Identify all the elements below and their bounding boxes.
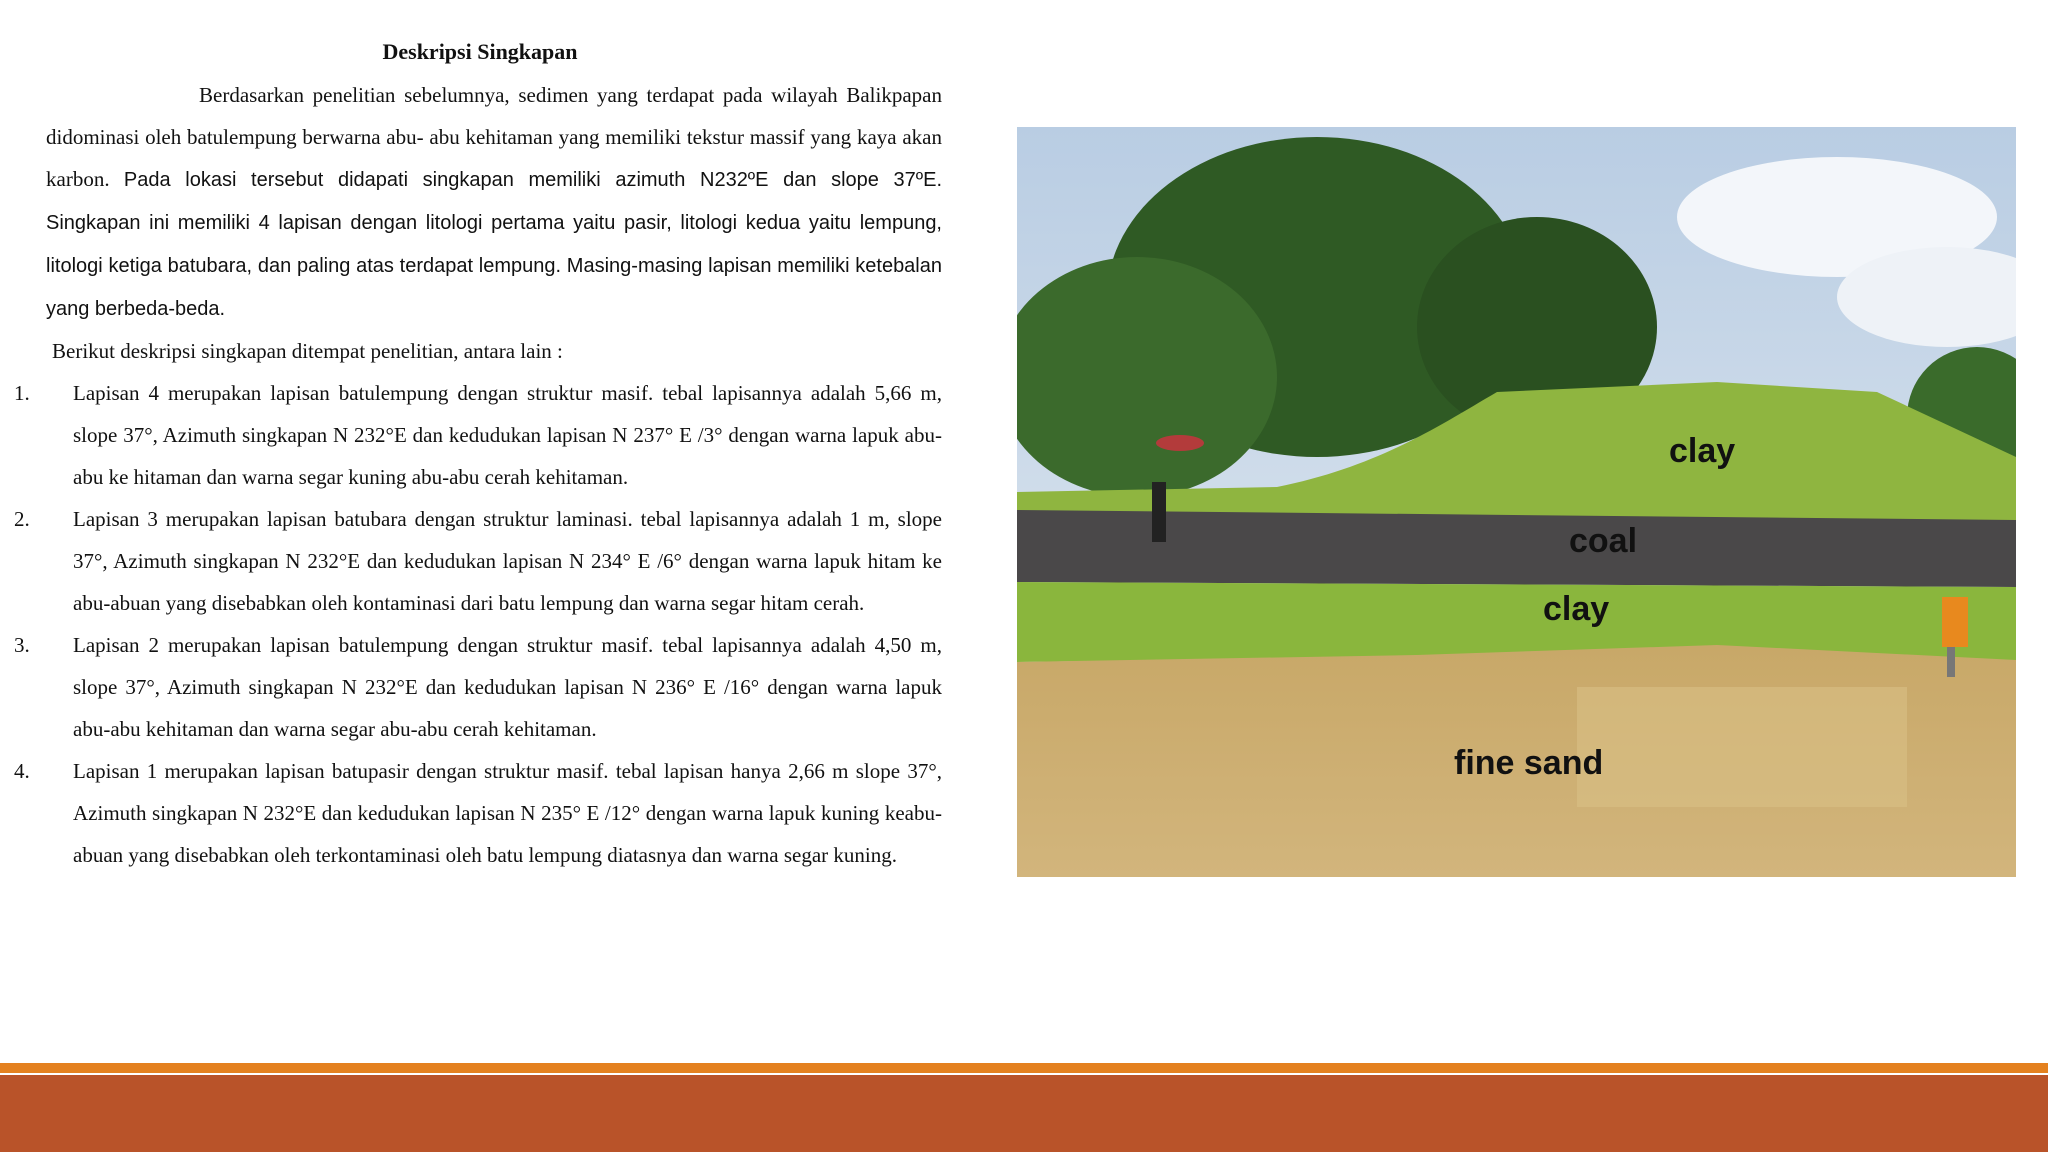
sand-texture xyxy=(1577,687,1907,807)
list-text: Lapisan 1 merupakan lapisan batupasir dengan struktur masif. tebal lapisan hanya 2,66 m slope 37°, Azimuth singkapan N 232°E dan kedudukan lapisan N 235° E /12° dengan warna lapuk kuning keabu-abuan yang disebabkan oleh terkontaminasi oleh batu lempung diatasnya dan warna segar kuning. xyxy=(73,759,942,867)
list-item xyxy=(0,372,942,498)
list-number: 3. xyxy=(14,633,30,657)
list-text: Lapisan 4 merupakan lapisan batulempung dengan struktur masif. tebal lapisannya adalah 5,66 m, slope 37°, Azimuth singkapan N 232°E dan kedudukan lapisan N 237° E /3° dengan warna lapuk abu-abu ke hitaman dan warna segar kuning abu-abu cerah kehitaman. xyxy=(73,381,942,489)
paragraph-serif-text: Berdasarkan penelitian sebelumnya, sedimen yang terdapat pada wilayah Balikpapan didominasi oleh batulempung berwarna abu- abu kehitaman yang memiliki tekstur massif yang kaya akan karbon. xyxy=(46,83,942,191)
list-number: 1. xyxy=(14,381,30,405)
label-coal: coal xyxy=(1569,522,1638,560)
coal-layer xyxy=(1017,510,2016,587)
list-number: 4. xyxy=(14,759,30,783)
paragraph-sans-text: Pada lokasi tersebut didapati singkapan memiliki azimuth N232ºE dan slope 37ºE. Singkapan ini memiliki 4 lapisan dengan litologi pertama yaitu pasir, litologi kedua yaitu lempung, litologi ketiga batubara, dan paling atas terdapat lempung. Masing-masing lapisan memiliki ketebalan yang berbeda-beda. xyxy=(46,169,943,320)
label-fine-sand: fine sand xyxy=(1454,744,1604,782)
footer-band xyxy=(0,1075,2048,1152)
intro-paragraph xyxy=(46,74,942,330)
clay-lower-layer xyxy=(1017,582,2016,662)
label-clay-top: clay xyxy=(1669,432,1736,470)
list-item xyxy=(0,498,942,624)
outcrop-photo xyxy=(1017,127,2016,877)
layer-list xyxy=(0,372,942,876)
list-number: 2. xyxy=(14,507,30,531)
list-intro: Berikut deskripsi singkapan ditempat penelitian, antara lain : xyxy=(52,339,563,363)
text-column xyxy=(0,36,942,876)
list-text: Lapisan 3 merupakan lapisan batubara dengan struktur laminasi. tebal lapisannya adalah 1 m, slope 37°, Azimuth singkapan N 232°E dan kedudukan lapisan N 234° E /6° dengan warna lapuk hitam ke abu-abuan yang disebabkan oleh kontaminasi dari batu lempung dan warna segar hitam cerah. xyxy=(73,507,942,615)
label-clay-lower: clay xyxy=(1543,590,1610,628)
list-item xyxy=(0,624,942,750)
list-text: Lapisan 2 merupakan lapisan batulempung dengan struktur masif. tebal lapisannya adalah 4,50 m, slope 37°, Azimuth singkapan N 232°E dan kedudukan lapisan N 236° E /16° dengan warna lapuk abu-abu kehitaman dan warna segar abu-abu cerah kehitaman. xyxy=(73,633,942,741)
footer-accent-line xyxy=(0,1063,2048,1073)
page-title: Deskripsi Singkapan xyxy=(382,39,578,64)
list-item xyxy=(0,750,942,876)
